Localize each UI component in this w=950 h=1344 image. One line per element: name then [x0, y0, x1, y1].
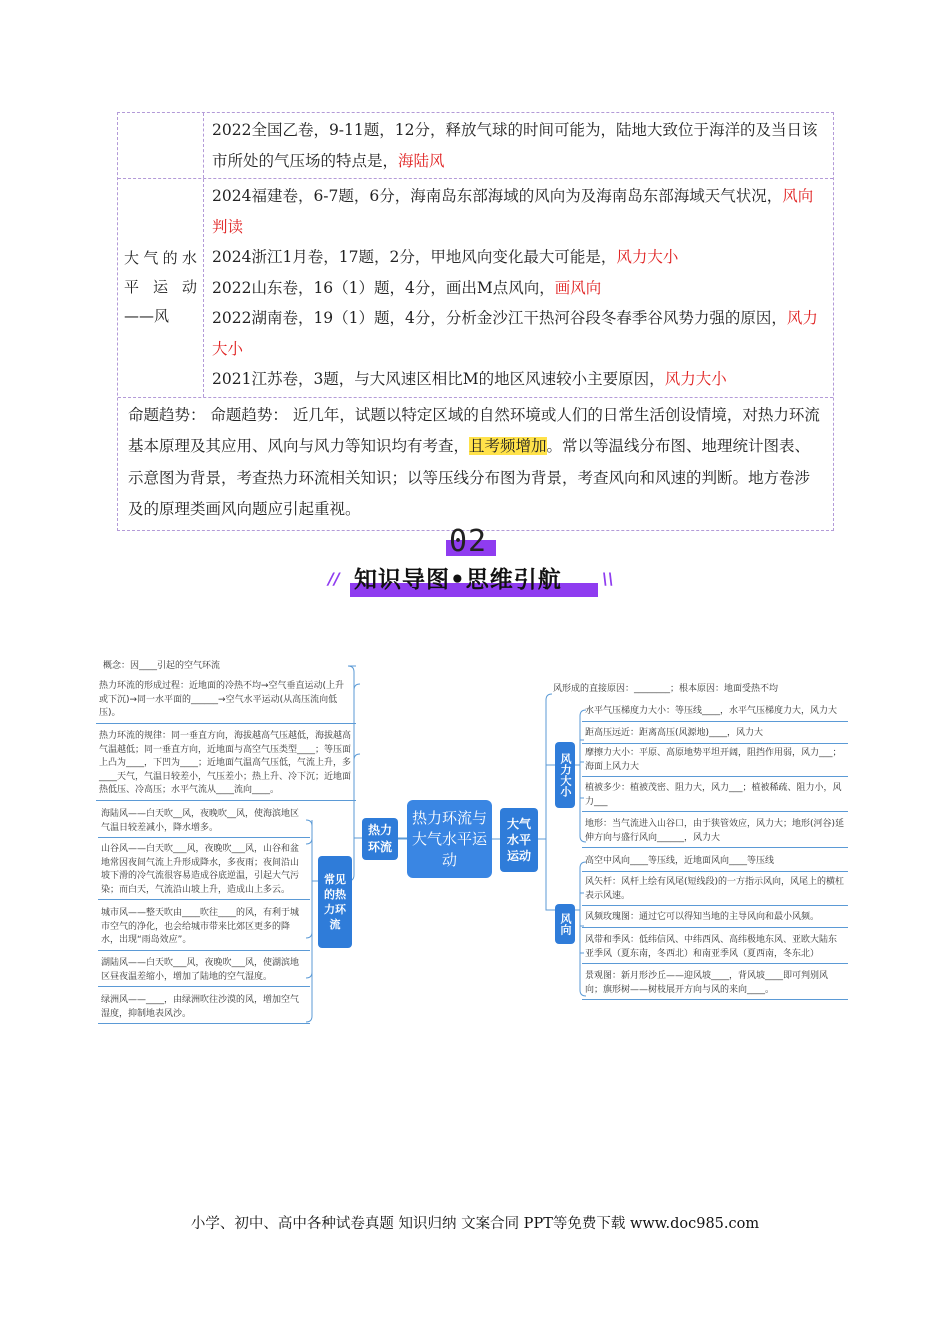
mindmap-force-item: 水平气压梯度力大小：等压线____，水平气压梯度力大，风力大: [582, 703, 848, 722]
mindmap-sub-common: 常见的热力环流: [318, 856, 352, 948]
exam-item-tag: 海陆风: [398, 151, 445, 170]
mindmap-formation-item: 热力环流的形成过程：近地面的冷热不均→空气垂直运动(上升或下沉)→同一水平面的______→空气水平运动(从高压流向低压)。: [96, 678, 356, 724]
exam-item: 2024浙江1月卷，17题，2分，甲地风向变化最大可能是，风力大小: [212, 248, 679, 266]
exam-item: 2021江苏卷，3题，与大风速区相比M的地区风速较小主要原因，风力大小: [212, 370, 727, 388]
exam-item-tag: 风力大小: [212, 309, 818, 358]
slash-right-icon: \\: [602, 569, 614, 588]
mindmap-force-item: 摩擦力大小：平原、高原地势平坦开阔，阻挡作用弱，风力___；海面上风力大: [582, 745, 848, 777]
mindmap-force-item: 植被多少：植被茂密、阻力大，风力___；植被稀疏、阻力小，风力___: [582, 780, 848, 812]
exam-item-tag: 风力大小: [616, 248, 679, 266]
exam-item-tag: 画风向: [554, 278, 602, 297]
exam-item-tag: 风力大小: [664, 370, 727, 388]
exam-item: 2022全国乙卷，9-11题，12分，释放气球的时间可能为，陆地大致位于海洋的及当日该市所处的气压场的特点是，海陆风: [212, 121, 818, 170]
mindmap-direction-item: 景观图：新月形沙丘——迎风坡____，背风坡____即可判别风向；旗形树——树枝展开方向与风的来向____。: [582, 968, 848, 1000]
mindmap-force-item: 距高压远近：距离高压(风源地)____，风力大: [582, 725, 848, 744]
mindmap-branch-thermal: 热力环流: [362, 818, 398, 860]
mindmap-direction-item: 高空中风向____等压线，近地面风向____等压线: [582, 853, 848, 872]
highlighted-text: 且考频增加: [469, 437, 547, 455]
mindmap-sub-direction: 风向: [555, 904, 575, 944]
mindmap-center-node: 热力环流与大气水平运动: [407, 800, 492, 878]
mindmap-cause-item: 风形成的直接原因：________；根本原因：地面受热不均: [553, 684, 779, 694]
mindmap-force-item: 地形：当气流进入山谷口，由于狭管效应，风力大；地形(河谷)延伸方向与盛行风向______，风力大: [582, 816, 848, 848]
exam-item-tag: 风向判读: [212, 187, 814, 236]
mindmap-common-item: 海陆风——白天吹__风，夜晚吹__风，使海滨地区气温日较差减小，降水增多。: [98, 806, 310, 838]
mindmap-branch-horizontal: 大气水平运动: [500, 808, 538, 872]
section-number: 02: [446, 526, 496, 556]
slash-left-icon: //: [328, 569, 340, 588]
mindmap-concept-item: 概念：因____引起的空气环流: [103, 661, 221, 671]
table-category-cell: 大气的水平运动——风: [118, 179, 204, 397]
mindmap-rule-item: 热力环流的规律：同一垂直方向，海拔越高气压越低，海拔越高气温越低；同一垂直方向，近地面与高空气压类型____；等压面上凸为____，下凹为____；近地面气温高气压低，气流上升，多____天气，气温日较差小，气压差小；热上升、冷下沉；近地面热低压、冷高压；水平气流从____流向____。: [96, 728, 356, 801]
mindmap-direction-item: 风频玫瑰图：通过它可以得知当地的主导风向和最小风频。: [582, 909, 848, 928]
section-title: // 知识导图•思维引航 \\: [326, 563, 626, 599]
mindmap-common-item: 绿洲风——____，由绿洲吹往沙漠的风，增加空气湿度，抑制地表风沙。: [98, 992, 310, 1024]
page-footer: 小学、初中、高中各种试卷真题 知识归纳 文案合同 PPT等免费下载 www.doc985.com: [190, 1216, 760, 1232]
mindmap-sub-force: 风力大小: [555, 742, 575, 808]
mindmap-common-item: 山谷风——白天吹___风，夜晚吹___风，山谷和盆地常因夜间气流上升形成降水，多夜雨；夜间沿山坡下滑的冷气流很容易造成谷底逆温，引起大气污染；而白天，气流沿山坡上升，造成山上多云。: [98, 841, 310, 900]
trend-paragraph: 命题趋势： 命题趋势： 近几年，试题以特定区域的自然环境或人们的日常生活创设情境，对热力环流基本原理及其应用、风向与风力等知识均有考查，且考频增加。常以等温线分布图、地理统计图表、示意图为背景，考查热力环流相关知识；以等压线分布图为背景，考查风向和风速的判断。地方卷涉及的原理类画风向题应引起重视。: [128, 405, 820, 518]
mindmap-common-item: 城市风——整天吹由____吹往____的风，有利于城市空气的净化，也会给城市带来比郊区更多的降水，出现“雨岛效应”。: [98, 905, 310, 951]
mindmap-direction-item: 风矢杆：风杆上绘有风尾(短线段)的一方指示风向，风尾上的横杠表示风速。: [582, 874, 848, 906]
exam-item: 2022湖南卷，19（1）题，4分，分析金沙江干热河谷段冬春季谷风势力强的原因，风力大小: [212, 309, 818, 358]
mindmap-common-item: 湖陆风——白天吹___风，夜晚吹___风，使湖滨地区昼夜温差缩小，增加了陆地的空气湿度。: [98, 955, 310, 987]
mindmap-direction-item: 风带和季风：低纬信风、中纬西风、高纬极地东风、亚欧大陆东亚季风（夏东南，冬西北）和南亚季风（夏西南，冬东北）: [582, 932, 848, 964]
exam-item: 2024福建卷，6-7题，6分，海南岛东部海域的风向为及海南岛东部海域天气状况，风向判读: [212, 187, 814, 236]
exam-item: 2022山东卷，16（1）题，4分，画出M点风向，画风向: [212, 278, 602, 297]
